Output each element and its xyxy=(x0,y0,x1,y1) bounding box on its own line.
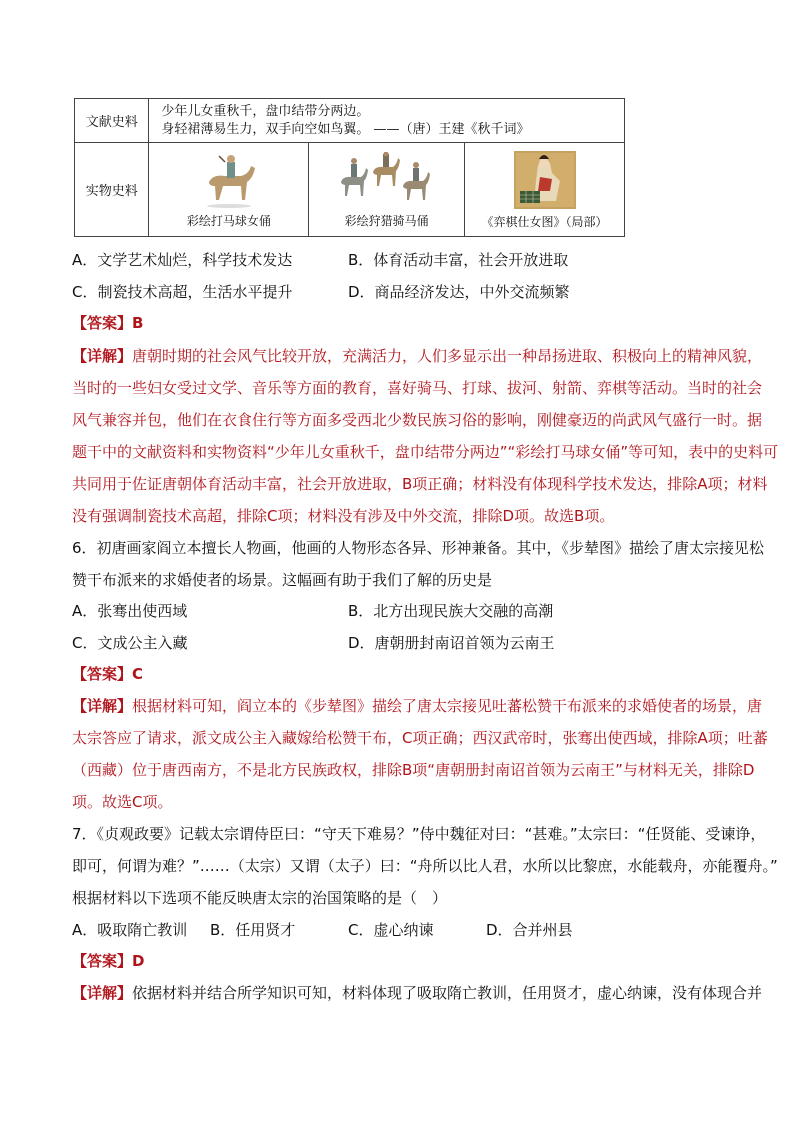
q5-detail-line-4: 题干中的文献资料和实物资料“少年儿女重秋千，盘巾结带分两边”“彩绘打马球女俑”等可知，表中的史料可 xyxy=(72,443,779,461)
artifact-label: 实物史料 xyxy=(75,143,149,237)
answer-value: D xyxy=(132,952,145,970)
q5-option-d: D．商品经济发达，中外交流频繁 xyxy=(348,283,570,301)
answer-label: 【答案】 xyxy=(72,665,133,683)
detail-label: 【详解】 xyxy=(72,697,133,715)
artifact-cell-polo xyxy=(149,143,309,237)
q6-detail-line-1: 【详解】根据材料可知，阎立本的《步辇图》描绘了唐太宗接见吐蕃松赞干布派来的求婚使者的场景，唐 xyxy=(72,697,763,715)
q6-answer xyxy=(72,664,722,684)
source-table xyxy=(74,98,625,237)
go-playing-lady-painting xyxy=(514,151,576,209)
q5-answer xyxy=(72,313,722,333)
poem-line-1: 少年儿女重秋千，盘巾结带分两边。 xyxy=(161,103,370,119)
q6-stem-line-1: 6．初唐画家阎立本擅长人物画，他画的人物形态各异、形神兼备。其中，《步辇图》描绘了唐太宗接见松 xyxy=(72,539,765,557)
q6-option-a: A．张骞出使西域 xyxy=(72,602,188,620)
q7-detail-line-1: 【详解】依据材料并结合所学知识可知，材料体现了吸取隋亡教训，任用贤才，虚心纳谏，没有体现合并 xyxy=(72,984,763,1002)
q7-answer xyxy=(72,951,722,971)
answer-label: 【答案】 xyxy=(72,314,133,332)
q6-option-d: D．唐朝册封南诏首领为云南王 xyxy=(348,634,555,652)
caption-hunting: 彩绘狩猎骑马俑 xyxy=(344,214,429,228)
q5-option-a: A．文学艺术灿烂，科学技术发达 xyxy=(72,251,293,269)
caption-polo: 彩绘打马球女俑 xyxy=(186,214,271,228)
caption-painting: 《弈棋仕女图》（局部） xyxy=(481,215,608,229)
q7-stem-line-2: 即可，何谓为难？”……（太宗）又谓（太子）曰：“舟所以比人君，水所以比黎庶，水能载舟，亦能覆舟。” xyxy=(72,857,778,875)
answer-label: 【答案】 xyxy=(72,952,133,970)
answer-value: B xyxy=(132,314,144,332)
polo-figurine-image xyxy=(199,152,259,208)
q6-detail-line-2: 太宗答应了请求，派文成公主入藏嫁给松赞干布，C项正确；西汉武帝时，张骞出使西域，排除A项；吐蕃 xyxy=(72,729,768,747)
q5-detail-line-3: 风气兼容并包，他们在衣食住行等方面多受西北少数民族习俗的影响，刚健豪迈的尚武风气盛行一时。据 xyxy=(72,411,763,429)
literature-text xyxy=(149,99,625,143)
q5-detail-line-2: 当时的一些妇女受过文学、音乐等方面的教育，喜好骑马、打球、拔河、射箭、弈棋等活动。当时的社会 xyxy=(72,379,763,397)
detail-label: 【详解】 xyxy=(72,984,133,1002)
q6-option-b: B．北方出现民族大交融的高潮 xyxy=(348,602,554,620)
q6-detail-line-3: （西藏）位于唐西南方，不是北方民族政权，排除B项“唐朝册封南诏首领为云南王”与材料无关，排除D xyxy=(72,761,755,779)
poem-line-2: 身轻裙薄易生力，双手向空如鸟翼。 ——（唐）王建《秋千词》 xyxy=(161,121,530,137)
literature-label: 文献史料 xyxy=(75,99,149,143)
artifact-row xyxy=(75,143,625,237)
detail-label: 【详解】 xyxy=(72,347,133,365)
q5-detail-line-5: 共同用于佐证唐朝体育活动丰富，社会开放进取，B项正确；材料没有体现科学技术发达，排除A项；材料 xyxy=(72,475,768,493)
artifact-cell-hunting xyxy=(309,143,465,237)
q6-stem-line-2: 赞干布派来的求婚使者的场景。这幅画有助于我们了解的历史是 xyxy=(72,571,493,589)
q5-detail-line-6: 没有强调制瓷技术高超，排除C项；材料没有涉及中外交流，排除D项。故选B项。 xyxy=(72,507,615,525)
q7-stem-line-3: 根据材料以下选项不能反映唐太宗的治国策略的是（ ） xyxy=(72,889,448,907)
literature-row xyxy=(75,99,625,143)
q7-option-d: D．合并州县 xyxy=(486,921,573,939)
q7-option-b: B．任用贤才 xyxy=(210,921,296,939)
q7-option-c: C．虚心纳谏 xyxy=(348,921,434,939)
q7-option-a: A．吸取隋亡教训 xyxy=(72,921,188,939)
artifact-cell-painting xyxy=(465,143,625,237)
q5-detail-line-1: 【详解】唐朝时期的社会风气比较开放，充满活力，人们多显示出一种昂扬进取、积极向上的精神风貌， xyxy=(72,347,763,365)
answer-value: C xyxy=(132,665,144,683)
q5-option-c: C．制瓷技术高超，生活水平提升 xyxy=(72,283,293,301)
q6-detail-line-4: 项。故选C项。 xyxy=(72,793,173,811)
q6-option-c: C．文成公主入藏 xyxy=(72,634,188,652)
q7-stem-line-1: 7．《贞观政要》记载太宗谓侍臣曰：“守天下难易？”侍中魏征对曰：“甚难。”太宗曰：“任贤能、受谏诤， xyxy=(72,825,766,843)
hunting-figurines-image xyxy=(337,152,437,208)
q5-option-b: B．体育活动丰富，社会开放进取 xyxy=(348,251,569,269)
